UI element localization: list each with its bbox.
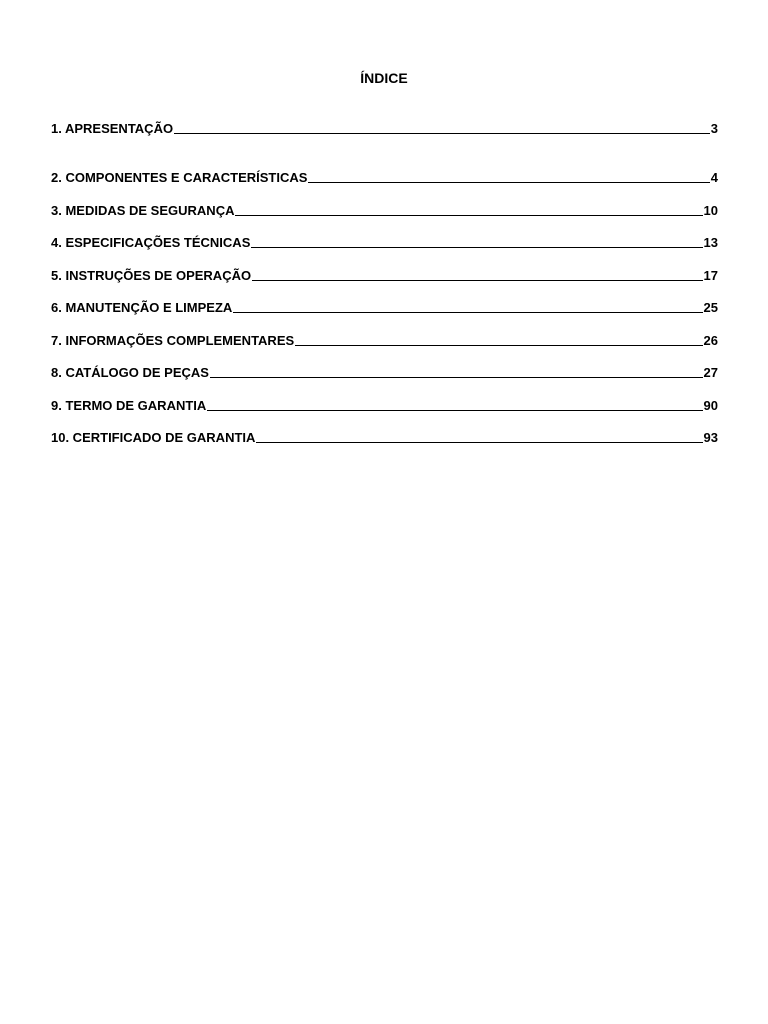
toc-entry-page: 90 bbox=[703, 397, 718, 413]
toc-entry[interactable] bbox=[51, 186, 718, 219]
toc-entry-label: 10. CERTIFICADO DE GARANTIA bbox=[51, 430, 256, 445]
toc-entry[interactable] bbox=[51, 284, 718, 317]
toc-entry-label: 8. CATÁLOGO DE PEÇAS bbox=[51, 365, 209, 380]
toc-entry-label: 7. INFORMAÇÕES COMPLEMENTARES bbox=[51, 332, 295, 348]
toc-entry[interactable] bbox=[51, 414, 718, 447]
toc-entry-page: 93 bbox=[703, 430, 718, 445]
toc-entry-page: 26 bbox=[703, 332, 718, 348]
toc-entry-page: 13 bbox=[703, 235, 718, 250]
toc-entry-page: 17 bbox=[703, 267, 718, 283]
toc-leader-line bbox=[308, 182, 709, 183]
toc-leader-line bbox=[235, 215, 702, 216]
toc-entry-label: 3. MEDIDAS DE SEGURANÇA bbox=[51, 202, 235, 218]
toc-leader-line bbox=[174, 133, 710, 134]
toc-entry-page: 4 bbox=[710, 170, 718, 185]
toc-entry[interactable] bbox=[51, 121, 718, 137]
toc-leader-line bbox=[251, 247, 702, 248]
toc-entry-label: 9. TERMO DE GARANTIA bbox=[51, 397, 207, 413]
toc-entry[interactable] bbox=[51, 251, 718, 284]
toc-entry-label: 5. INSTRUÇÕES DE OPERAÇÃO bbox=[51, 267, 252, 283]
toc-leader-line bbox=[207, 410, 702, 411]
toc-entry-label: 4. ESPECIFICAÇÕES TÉCNICAS bbox=[51, 235, 251, 250]
toc-entry[interactable] bbox=[51, 349, 718, 382]
toc-leader-line bbox=[233, 312, 702, 313]
toc-leader-line bbox=[252, 280, 702, 281]
toc-entry-page: 3 bbox=[710, 121, 718, 136]
toc-leader-line bbox=[256, 442, 702, 443]
toc-entry-page: 10 bbox=[703, 202, 718, 218]
toc-leader-line bbox=[210, 377, 703, 378]
toc-entry-label: 1. APRESENTAÇÃO bbox=[51, 121, 174, 136]
toc-entry-page: 27 bbox=[703, 365, 718, 380]
toc-entry-label: 2. COMPONENTES E CARACTERÍSTICAS bbox=[51, 170, 308, 185]
toc-entry[interactable] bbox=[51, 381, 718, 414]
page-title: ÍNDICE bbox=[360, 70, 408, 86]
toc-entry[interactable] bbox=[51, 154, 718, 187]
toc-entry-page: 25 bbox=[703, 300, 718, 315]
toc-entry[interactable] bbox=[51, 219, 718, 252]
toc-leader-line bbox=[295, 345, 702, 346]
toc-entry-label: 6. MANUTENÇÃO E LIMPEZA bbox=[51, 300, 233, 315]
table-of-contents bbox=[51, 121, 718, 446]
toc-entry[interactable] bbox=[51, 316, 718, 349]
